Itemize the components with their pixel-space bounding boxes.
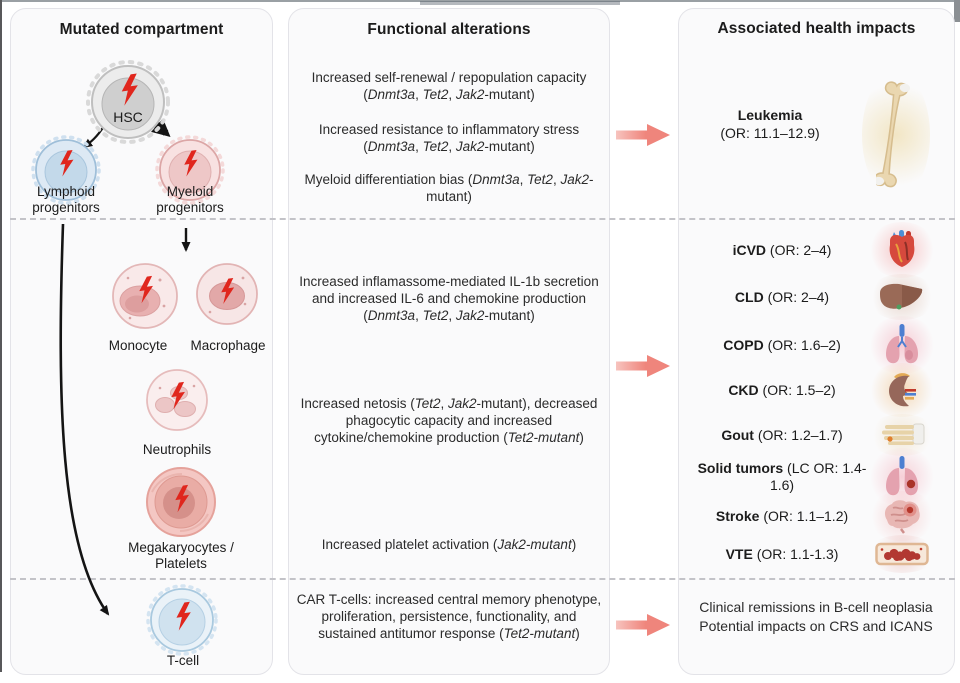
brain-icon <box>874 498 930 534</box>
car-t-outcome-text <box>684 598 948 635</box>
alteration-inflammasome: Increased inflamassome-mediated IL-1b secretion and increased IL-6 and chemokine production (Dnmt3a, Tet2, Jak2-mutant) <box>299 274 599 323</box>
monocyte-graphic <box>113 264 177 328</box>
screenshot-edge-artifact <box>420 1 620 5</box>
hsc-cell-graphic <box>88 62 168 142</box>
stroke-name: Stroke <box>715 507 760 524</box>
bone-icon <box>869 78 923 192</box>
car-t-outcome-line2: Potential impacts on CRS and ICANS <box>699 617 933 634</box>
lymphoid-progenitors-label: Lymphoid progenitors <box>32 184 100 215</box>
hsc-label: HSC <box>113 109 143 125</box>
copd-name: COPD <box>723 336 764 353</box>
alteration-car-t: CAR T-cells: increased central memory phenotype, proliferation, persistence, functionality, and sustained antitumor response (Tet2-mutant) <box>296 592 602 641</box>
middle-panel-title: Functional alterations <box>367 21 531 38</box>
solid-tumors-or: (LC OR: 1.4-1.6) <box>769 460 867 493</box>
right-panel-title: Associated health impacts <box>717 20 916 37</box>
vessel-clot-icon <box>874 542 930 566</box>
kidney-icon <box>874 370 930 410</box>
flow-arrow-chronic-disease <box>616 353 672 379</box>
alteration-self-renewal: Increased self-renewal / repopulation capacity (Dnmt3a, Tet2, Jak2-mutant) <box>311 70 587 102</box>
icvd-name: iCVD <box>732 241 767 258</box>
myeloid-progenitors-label: Myeloid progenitors <box>156 184 224 215</box>
health-item-cld <box>690 276 930 318</box>
health-item-copd <box>690 322 930 368</box>
cld-or: (OR: 2–4) <box>763 288 830 305</box>
flow-arrow-car-t-outcome <box>616 612 672 638</box>
health-item-stroke <box>690 497 930 535</box>
screenshot-edge-artifact <box>954 0 960 22</box>
stroke-or: (OR: 1.1–1.2) <box>759 507 849 524</box>
leukemia-label <box>690 106 850 142</box>
heart-icon <box>874 229 930 271</box>
cld-name: CLD <box>734 288 764 305</box>
tcell-graphic <box>148 586 216 654</box>
alteration-inflammatory-resistance: Increased resistance to inflammatory stress (Dnmt3a, Tet2, Jak2-mutant) <box>318 122 580 154</box>
megakaryocytes-platelets-label: Megakaryocytes / Platelets <box>128 540 234 571</box>
vte-or: (OR: 1.1-1.3) <box>752 545 839 562</box>
health-item-vte <box>690 536 930 572</box>
ckd-or: (OR: 1.5–2) <box>758 381 836 398</box>
arrow-lymphoid-to-tcell <box>61 224 108 614</box>
leukemia-name: Leukemia <box>737 107 803 123</box>
health-item-icvd <box>690 228 930 272</box>
monocyte-label: Monocyte <box>108 338 168 353</box>
ckd-name: CKD <box>728 381 759 398</box>
left-panel-title: Mutated compartment <box>59 21 224 38</box>
lungs-icon <box>874 323 930 367</box>
health-item-ckd <box>690 368 930 412</box>
megakaryocyte-graphic <box>147 468 215 536</box>
leukemia-or: (OR: 11.1–12.9) <box>720 125 820 141</box>
hand-bones-icon <box>874 421 930 449</box>
vte-name: VTE <box>725 545 753 562</box>
alteration-netosis: Increased netosis (Tet2, Jak2-mutant), decreased phagocytic capacity and increased cytokine/chemokine production (Tet2-mutant) <box>300 396 598 445</box>
alteration-platelet-activation: Increased platelet activation (Jak2-mutant) <box>321 537 577 552</box>
tcell-label: T-cell <box>166 653 200 668</box>
liver-icon <box>874 281 930 313</box>
neutrophils-label: Neutrophils <box>142 442 212 457</box>
gout-name: Gout <box>721 426 754 443</box>
neutrophil-graphic <box>147 370 207 430</box>
icvd-or: (OR: 2–4) <box>766 241 832 258</box>
functional-alterations-panel <box>288 8 610 675</box>
flow-arrow-leukemia <box>616 122 672 148</box>
solid-tumors-name: Solid tumors <box>697 460 784 476</box>
copd-or: (OR: 1.6–2) <box>763 336 841 353</box>
gout-or: (OR: 1.2–1.7) <box>753 426 843 443</box>
alteration-myeloid-bias: Myeloid differentiation bias (Dnmt3a, Tet2, Jak2-mutant) <box>304 172 594 204</box>
macrophage-graphic <box>197 264 257 324</box>
car-t-outcome-line1: Clinical remissions in B-cell neoplasia <box>699 599 933 615</box>
macrophage-label: Macrophage <box>190 338 266 353</box>
